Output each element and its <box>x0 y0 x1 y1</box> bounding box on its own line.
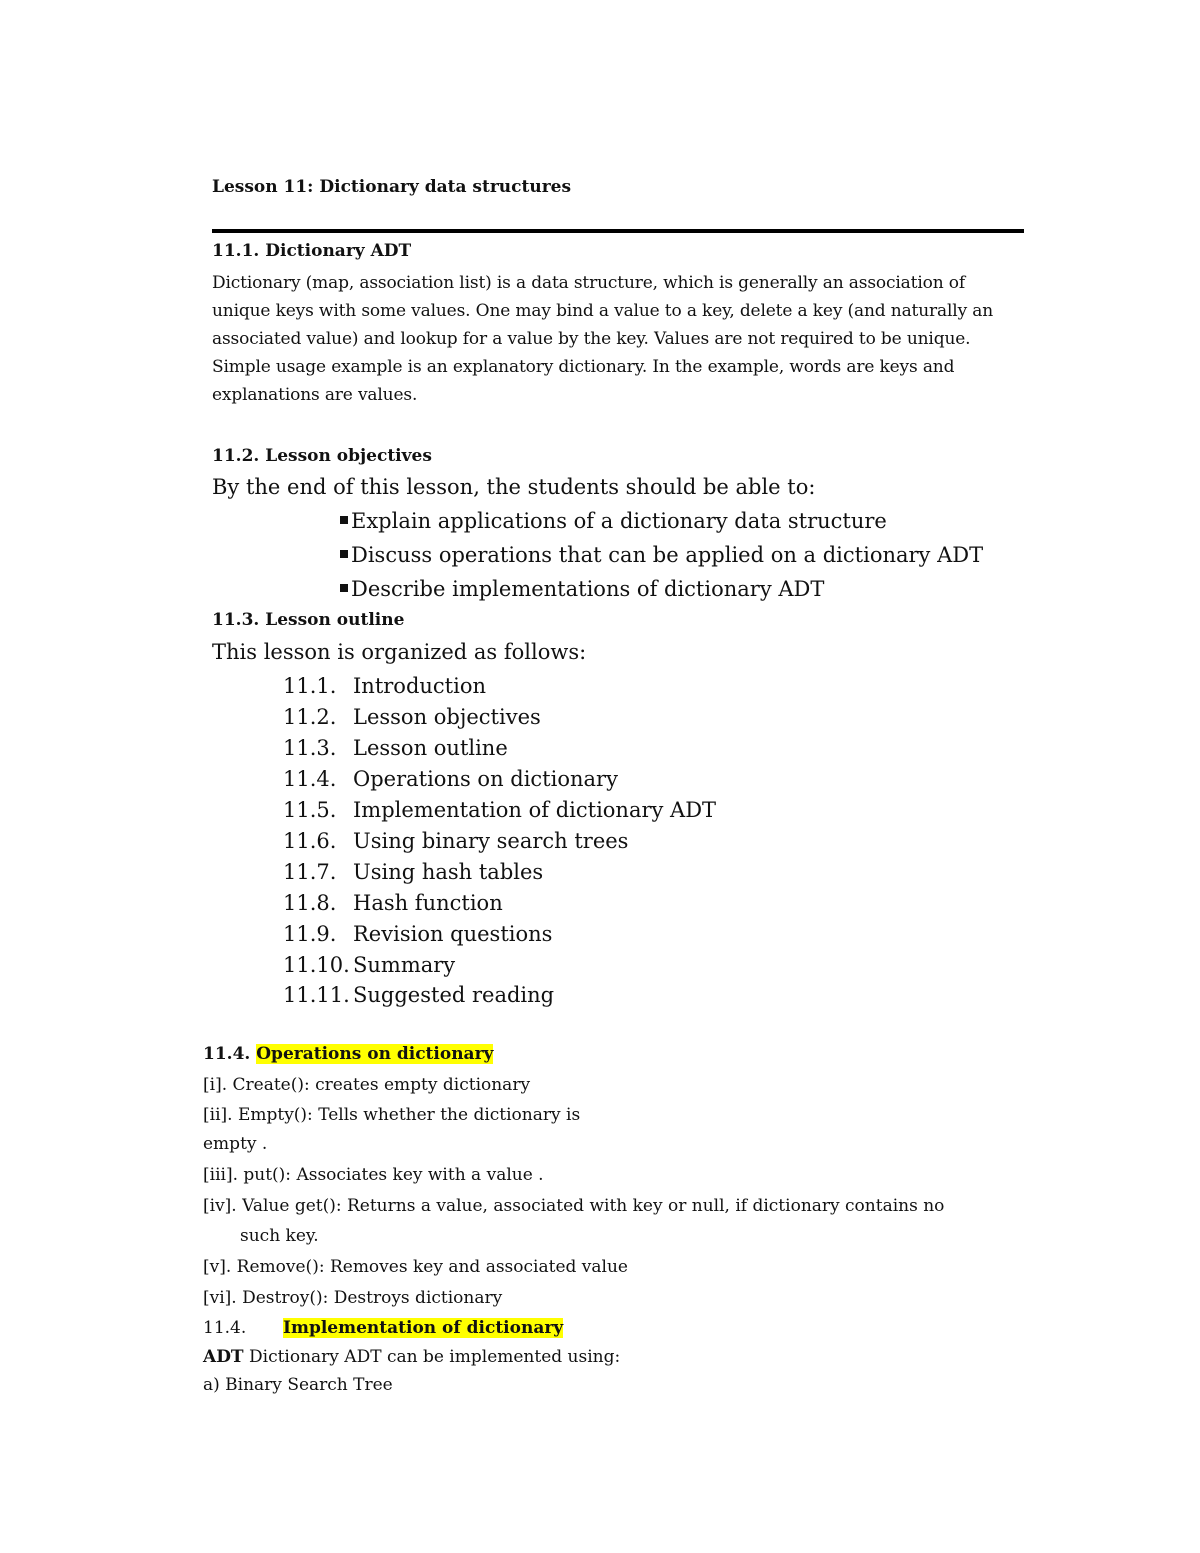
outline-number: 11.10. <box>283 953 350 977</box>
operation-item: [v]. Remove(): Removes key and associated value <box>203 1257 628 1277</box>
implementation-heading-number: 11.4. <box>203 1318 247 1338</box>
section-heading-outline: 11.3. Lesson outline <box>212 610 405 630</box>
operation-item: such key. <box>240 1226 319 1246</box>
outline-number: 11.8. <box>283 891 337 915</box>
operation-item: [vi]. Destroy(): Destroys dictionary <box>203 1288 503 1308</box>
title-divider <box>212 229 1024 233</box>
outline-intro: This lesson is organized as follows: <box>212 640 587 664</box>
adt-text: Dictionary ADT can be implemented using: <box>243 1347 621 1367</box>
operation-item: [ii]. Empty(): Tells whether the dictionary is <box>203 1105 581 1125</box>
objectives-intro: By the end of this lesson, the students should be able to: <box>212 475 816 499</box>
section-heading-operations <box>203 1044 493 1064</box>
heading-number: 11.4. <box>203 1044 251 1064</box>
bullet-icon <box>340 584 348 592</box>
objective-item: Discuss operations that can be applied on a dictionary ADT <box>340 543 983 567</box>
outline-text: Using hash tables <box>353 860 544 884</box>
outline-text: Summary <box>353 953 456 977</box>
operation-item: [i]. Create(): creates empty dictionary <box>203 1075 531 1095</box>
outline-number: 11.4. <box>283 767 337 791</box>
paragraph-line: unique keys with some values. One may bind a value to a key, delete a key (and naturally an <box>212 301 994 321</box>
implementation-intro <box>203 1347 620 1367</box>
outline-number: 11.3. <box>283 736 337 760</box>
page-title: Lesson 11: Dictionary data structures <box>212 177 572 197</box>
bullet-icon <box>340 516 348 524</box>
outline-text: Implementation of dictionary ADT <box>353 798 717 822</box>
paragraph-line: Simple usage example is an explanatory dictionary. In the example, words are keys and <box>212 357 955 377</box>
outline-text: Introduction <box>353 674 486 698</box>
bullet-icon <box>340 550 348 558</box>
objective-item: Describe implementations of dictionary ADT <box>340 577 824 601</box>
outline-text: Revision questions <box>353 922 553 946</box>
highlighted-heading: Implementation of dictionary <box>283 1318 564 1338</box>
outline-number: 11.2. <box>283 705 337 729</box>
implementation-heading <box>283 1318 563 1338</box>
outline-number: 11.11. <box>283 983 350 1007</box>
section-heading-dictionary-adt: 11.1. Dictionary ADT <box>212 241 412 261</box>
outline-number: 11.9. <box>283 922 337 946</box>
operation-item: empty . <box>203 1134 268 1154</box>
paragraph-line: associated value) and lookup for a value by the key. Values are not required to be unique. <box>212 329 971 349</box>
adt-label: ADT <box>203 1347 244 1367</box>
outline-number: 11.7. <box>283 860 337 884</box>
operation-item: [iv]. Value get(): Returns a value, associated with key or null, if dictionary contains no <box>203 1196 945 1216</box>
outline-number: 11.6. <box>283 829 337 853</box>
outline-number: 11.1. <box>283 674 337 698</box>
operation-item: [iii]. put(): Associates key with a value . <box>203 1165 544 1185</box>
implementation-item: a) Binary Search Tree <box>203 1375 393 1395</box>
outline-number: 11.5. <box>283 798 337 822</box>
outline-text: Suggested reading <box>353 983 555 1007</box>
outline-text: Using binary search trees <box>353 829 629 853</box>
outline-text: Lesson objectives <box>353 705 541 729</box>
paragraph-line: Dictionary (map, association list) is a data structure, which is generally an association of <box>212 273 965 293</box>
highlighted-heading: Operations on dictionary <box>256 1044 494 1064</box>
paragraph-line: explanations are values. <box>212 385 418 405</box>
section-heading-objectives: 11.2. Lesson objectives <box>212 446 432 466</box>
outline-text: Lesson outline <box>353 736 508 760</box>
outline-text: Hash function <box>353 891 503 915</box>
objective-item: Explain applications of a dictionary data structure <box>340 509 887 533</box>
outline-text: Operations on dictionary <box>353 767 618 791</box>
